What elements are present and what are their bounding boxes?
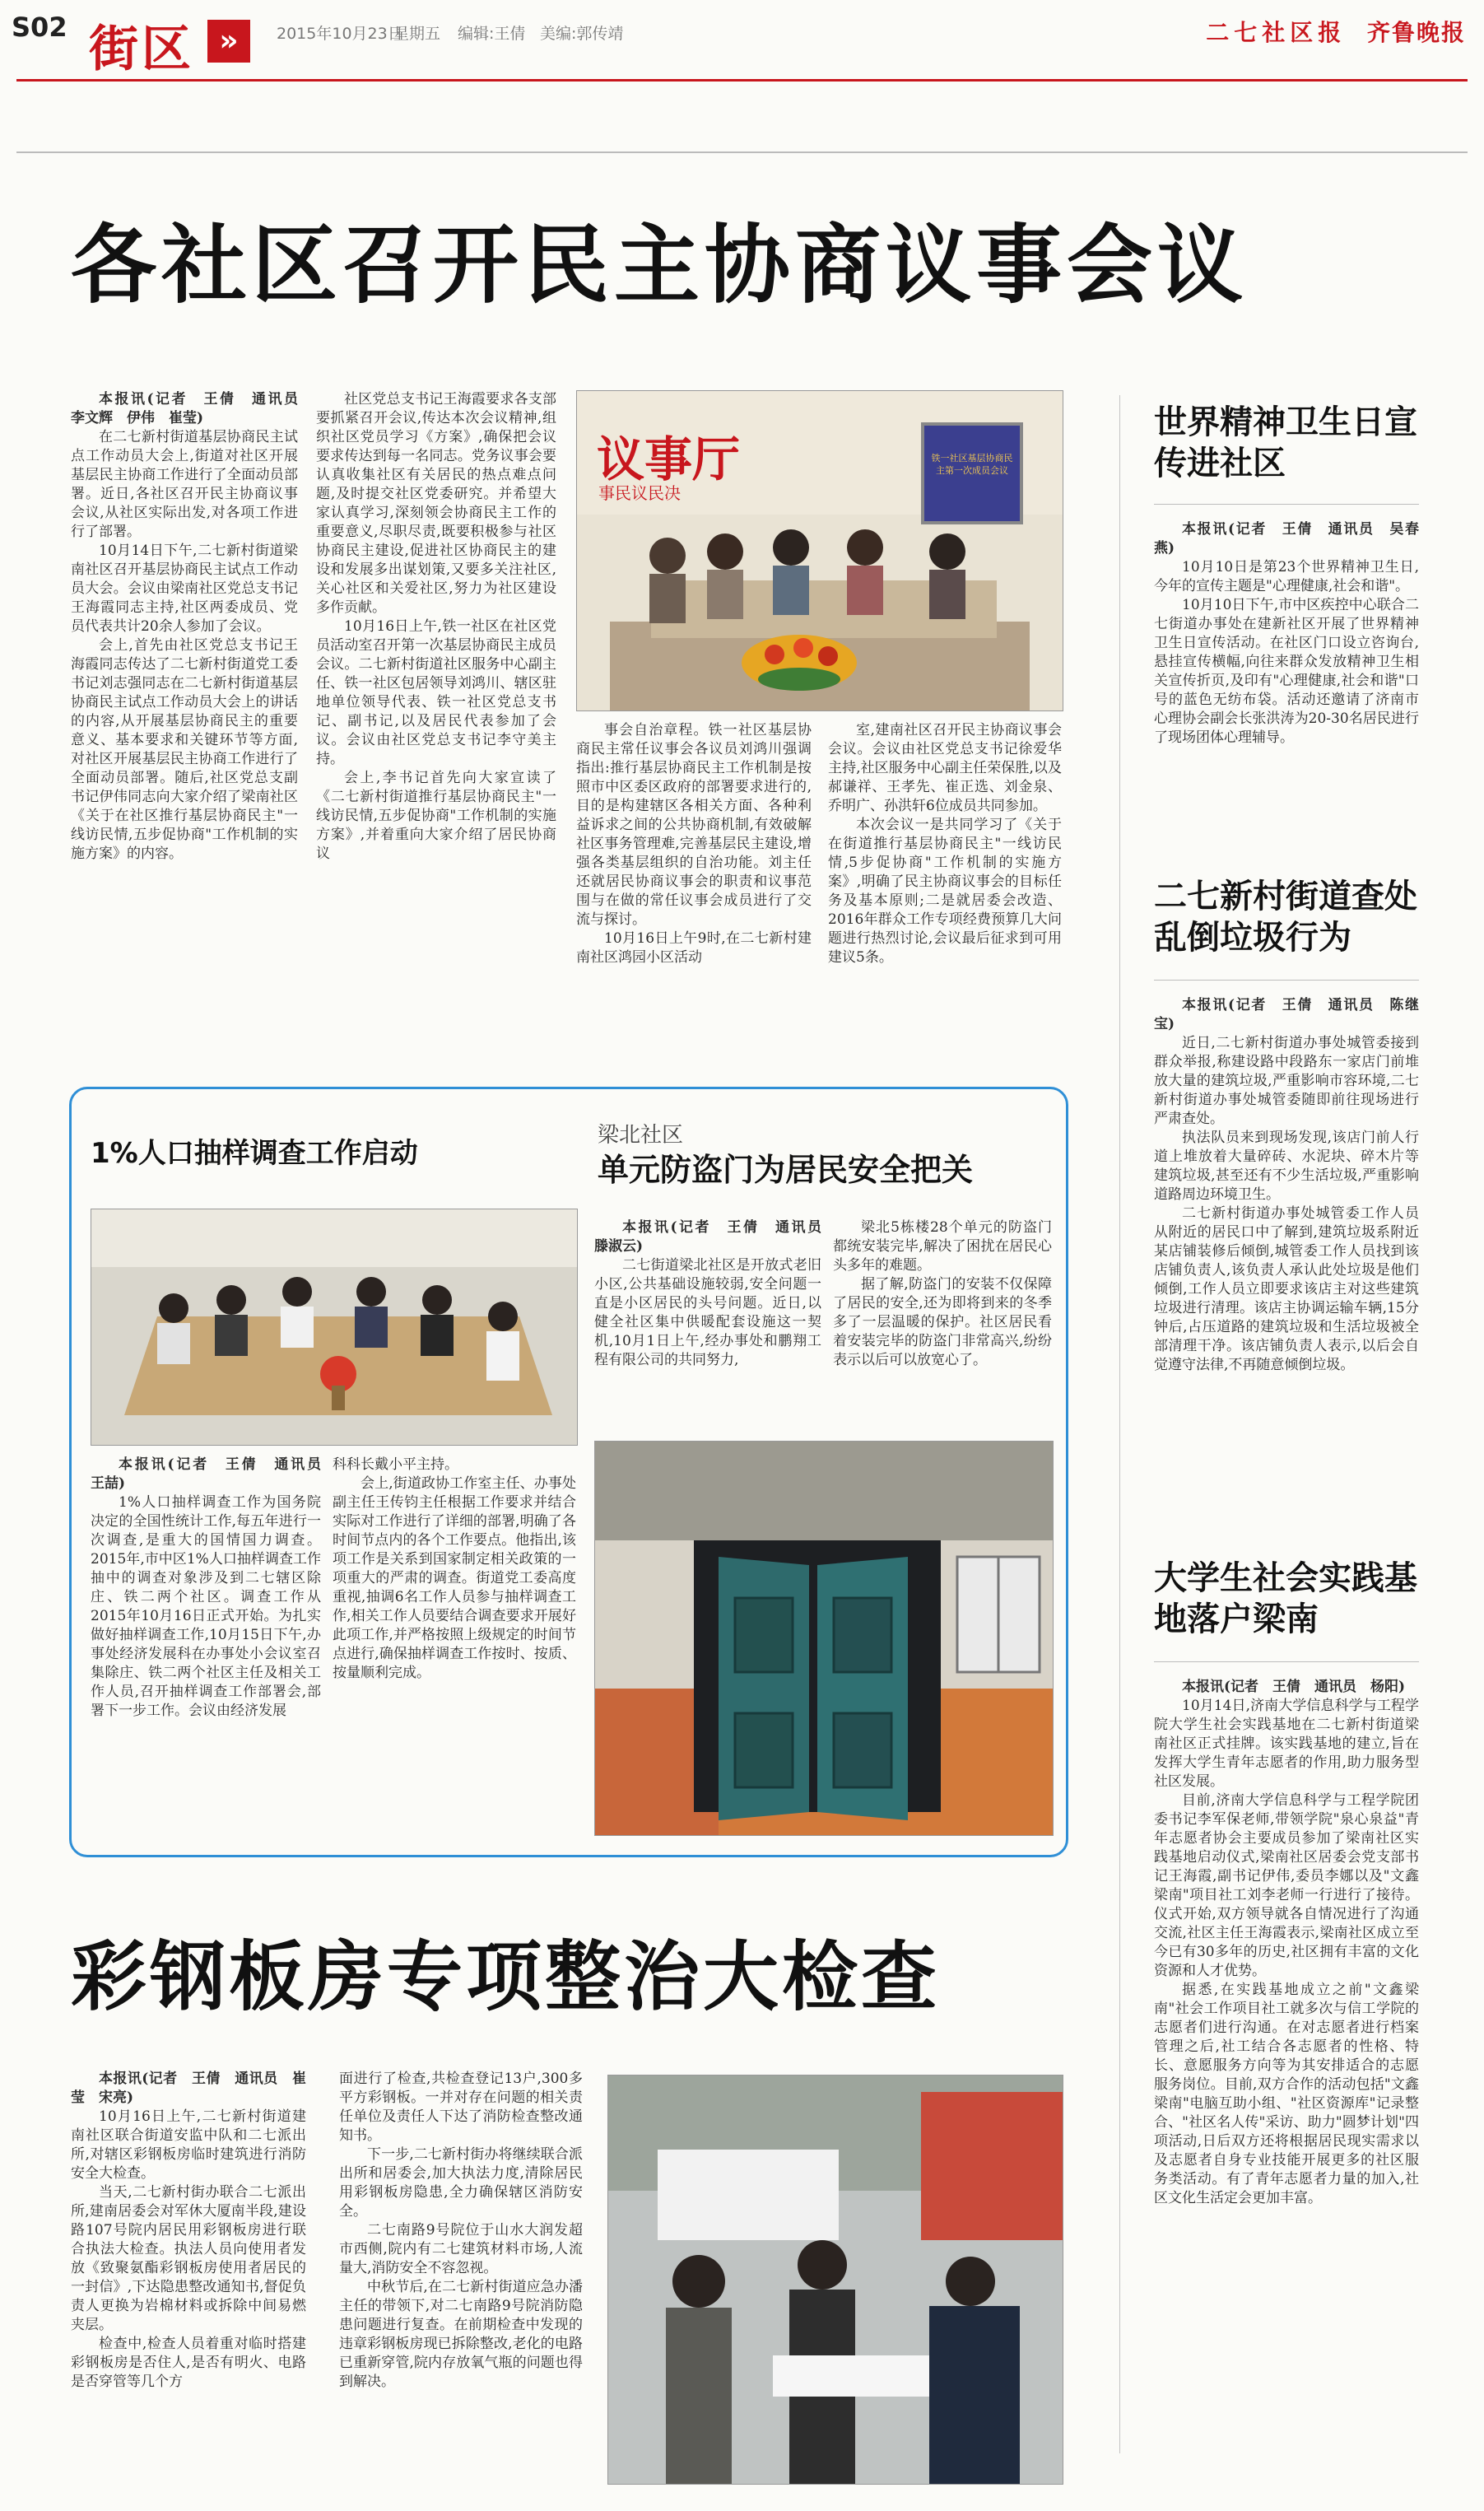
- security-door-column-2: [833, 1218, 1052, 1434]
- right-story-2-headline: 二七新村街道查处乱倒垃圾行为: [1154, 878, 1417, 957]
- bottom-paragraph: 下一步,二七新村街办将继续联合派出所和居委会,加大执法力度,清除居民用彩钢板房隐患,全力确保辖区消防安全。: [339, 2146, 583, 2220]
- right-story-paragraph: 10月10日是第23个世界精神卫生日,今年的宣传主题是"心理健康,社会和谐"。: [1154, 559, 1419, 594]
- masthead: [1206, 15, 1466, 48]
- census-paragraph: 科科长戴小平主持。: [333, 1456, 458, 1473]
- editor-credit: 编辑:王倩: [458, 25, 526, 43]
- page-number: S02: [12, 12, 67, 43]
- right-story-1-body: [1154, 520, 1419, 841]
- headline-rule: [1154, 504, 1419, 505]
- lead-paragraph: 10月16日上午9时,在二七新村建南社区鸿园小区活动: [576, 930, 812, 966]
- security-door-paragraph: 二七街道梁北社区是开放式老旧小区,公共基础设施较弱,安全问题一直是小区居民的头号问题。近日,以健全社区集中供暖配套设施这一契机,10月1日上午,经办事处和鹏翔工程有限公司的共同努力,: [594, 1257, 821, 1368]
- lead-column-2: [316, 390, 556, 1064]
- right-story-1-byline: 本报讯(记者 王倩 通讯员 吴春燕): [1154, 521, 1419, 557]
- lead-column-4: [828, 721, 1062, 1064]
- headline-rule: [1154, 1661, 1419, 1662]
- census-column-2: [333, 1456, 576, 1834]
- lead-photo-meeting: [576, 390, 1063, 711]
- column-divider: [1119, 395, 1120, 2453]
- right-story-paragraph: 10月14日,济南大学信息科学与工程学院大学生社会实践基地在二七新村街道梁南社区正式挂牌。该实践基地的建立,旨在发挥大学生青年志愿者的作用,助力服务型社区发展。: [1154, 1698, 1419, 1790]
- census-byline: 本报讯(记者 王倩 通讯员 王喆): [91, 1456, 335, 1492]
- section-name: 街区: [89, 21, 194, 78]
- bottom-paragraph: 当天,二七新村街办联合二七派出所,建南居委会对军休大厦南半段,建设路107号院内居民用彩钢板房进行联合执法大检查。执法人员向使用者发放《致聚氨酯彩钢板房使用者居民的一封信》,下达隐患整改通知书,督促负责人更换为岩棉材料或拆除中间易燃夹层。: [71, 2184, 306, 2333]
- bottom-paragraph: 10月16日上午,二七新村街道建南社区联合街道安监中队和二七派出所,对辖区彩钢板房临时建筑进行消防安全大检查。: [71, 2108, 306, 2182]
- right-story-3-headline: 大学生社会实践基地落户梁南: [1154, 1559, 1417, 1638]
- right-story-paragraph: 近日,二七新村街道办事处城管委接到群众举报,称建设路中段路东一家店门前堆放大量的建筑垃圾,严重影响市容环境,二七新村街道办事处城管委随即前往现场进行严肃查处。: [1154, 1035, 1419, 1127]
- bottom-column-2: [339, 2070, 583, 2481]
- security-door-photo: [594, 1441, 1054, 1836]
- inspection-photo: [607, 2075, 1063, 2485]
- census-paragraph: 会上,街道政协工作室主任、办事处副主任王传钧主任根据工作要求并结合实际对工作进行了详细的部署,明确了各时间节点内的各个工作要点。他指出,该项工作是关系到国家制定相关政策的一项重大的严肃的调查。街道党工委高度重视,抽调6名工作人员参与抽样调查工作,相关工作人员要结合调查要求开展好此项工作,并严格按照上级规定的时间节点进行,确保抽样调查工作按时、按质、按量顺利完成。: [333, 1475, 576, 1681]
- bottom-paragraph: 二七南路9号院位于山水大润发超市西侧,院内有二七建筑材料市场,人流量大,消防安全不容忽视。: [339, 2222, 583, 2276]
- right-story-2-body: [1154, 996, 1419, 1518]
- lead-paragraph: 事会自治章程。铁一社区基层协商民主常任议事会各议员刘鸿川强调指出:推行基层协商民主工作机制是按照市中区委区政府的部署要求进行的,目的是构建辖区各相关方面、各种利益诉求之间的公共协商机制,有效破解社区事务管理难,完善基层民主建设,增强各类基层组织的自治功能。刘主任还就居民协商议事会的职责和议事范围与在做的常任议事会成员进行了交流与探讨。: [576, 722, 812, 928]
- lead-column-3: [576, 721, 812, 1064]
- bottom-paragraph: 检查中,检查人员着重对临时搭建彩钢板房是否住人,是否有明火、电路是否穿管等几个方: [71, 2336, 306, 2390]
- lead-paragraph: 会上,首先由社区党总支书记王海霞同志传达了二七新村街道党工委书记刘志强同志在二七新村街道基层协商民主试点工作动员大会上的讲话的内容,从开展基层协商民主的重要意义、基本要求和关键环节等方面,对社区开展基层民主协商工作进行了全面动员部署。随后,社区党总支副书记伊伟同志向大家介绍了梁南社区《关于在社区推行基层协商民主"一线访民情,五步促协商"工作机制的实施方案》的内容。: [71, 637, 298, 862]
- census-column-1: [91, 1456, 335, 1834]
- bottom-column-1: [71, 2070, 306, 2481]
- security-door-illustration: [595, 1442, 1053, 1835]
- right-story-paragraph: 10月10日下午,市中区疾控中心联合二七街道办事处在建新社区开展了世界精神卫生日宣传活动。在社区门口设立咨询台,悬挂宣传横幅,向往来群众发放精神卫生相关宣传折页,及印有"心理健康,社会和谐"口号的蓝色无纺布袋。活动还邀请了济南市心理协会副会长张洪涛为20-30名居民进行了现场团体心理辅导。: [1154, 597, 1419, 746]
- right-story-paragraph: 执法队员来到现场发现,该店门前人行道上堆放着大量碎砖、水泥块、碎木片等建筑垃圾,甚至还有不少生活垃圾,严重影响道路周边环境卫生。: [1154, 1130, 1419, 1203]
- security-door-column-1: [594, 1218, 835, 1434]
- right-story-paragraph: 据悉,在实践基地成立之前"文鑫梁南"社会工作项目社工就多次与信工学院的志愿者们进行沟通。在对志愿者进行档案管理之后,社工结合各志愿者的性格、特长、意愿服务方向等为其安排适合的志愿服务岗位。目前,双方合作的活动包括"文鑫梁南"电脑互助小组、"社区资源库"记录整合、"社区名人传"采访、助力"圆梦计划"四项活动,日后双方还将根据居民现实需求以及志愿者自身专业技能开展更多的社区服务类活动。有了青年志愿者力量的加入,社区文化生活定会更加丰富。: [1154, 1982, 1419, 2206]
- lead-paragraph: 室,建南社区召开民主协商议事会会议。会议由社区党总支书记徐爱华主持,社区服务中心副主任荣保胜,以及郝谦祥、王孝先、崔正选、刘金泉、乔明广、孙洪轩6位成员共同参加。: [828, 722, 1062, 814]
- photo-banner-text: 议事厅: [597, 431, 741, 487]
- paper-logo: 齐鲁晚报: [1366, 19, 1466, 46]
- lead-paragraph: 会上,李书记首先向大家宣读了《二七新村街道推行基层协商民主"一线访民情,五步促协商"工作机制的实施方案》,并着重向大家介绍了居民协商议: [316, 770, 556, 862]
- bottom-paragraph: 面进行了检查,共检查登记13户,300多平方彩钢板。一并对存在问题的相关责任单位及责任人下达了消防检查整改通知书。: [339, 2071, 583, 2144]
- header-rule: [16, 79, 1468, 82]
- projection-screen-text: 铁一社区基层协商民主第一次成员会议: [931, 453, 1013, 476]
- bottom-byline: 本报讯(记者 王倩 通讯员 崔莹 宋亮): [71, 2071, 306, 2106]
- paper-name: 二七社区报: [1206, 19, 1347, 46]
- right-story-3-byline: 本报讯(记者 王倩 通讯员 杨阳): [1182, 1679, 1406, 1695]
- header-rule-secondary: [16, 151, 1468, 153]
- lead-paragraph: 10月16日上午,铁一社区在社区党员活动室召开第一次基层协商民主成员会议。二七新村街道社区服务中心副主任、铁一社区包居领导刘鸿川、辖区驻地单位领导代表、铁一社区党总支书记、副书记,以及居民代表参加了会议。会议由社区党总支书记李守美主持。: [316, 618, 556, 767]
- inspection-illustration: [608, 2075, 1063, 2484]
- census-meeting-illustration: [91, 1209, 577, 1445]
- section-arrow-icon: »: [207, 20, 250, 63]
- security-door-kicker: 梁北社区: [598, 1123, 684, 1148]
- right-story-paragraph: 二七新村街道办事处城管委工作人员从附近的居民口中了解到,建筑垃圾系附近某店铺装修后倾倒,城管委工作人员找到该店铺负责人,该负责人承认此处垃圾是他们倾倒,工作人员立即要求该店主对这些建筑垃圾进行清理。该店主协调运输车辆,15分钟后,占压道路的建筑垃圾和生活垃圾被全部清理干净。该店铺负责人表示,以后会自觉遵守法律,不再随意倾倒垃圾。: [1154, 1205, 1419, 1373]
- headline-rule: [1154, 980, 1419, 981]
- lead-paragraph: 在二七新村街道基层协商民主试点工作动员大会上,街道对社区开展基层民主协商工作进行了全面动员部署。近日,各社区召开民主协商议事会议,从社区实际出发,对各项工作进行了部署。: [71, 429, 298, 540]
- security-door-paragraph: 据了解,防盗门的安装不仅保障了居民的安全,还为即将到来的冬季多了一层温暖的保护。社区居民看着安装完毕的防盗门非常高兴,纷纷表示以后可以放宽心了。: [833, 1276, 1052, 1368]
- lead-byline: 本报讯(记者 王倩 通讯员 李文辉 伊伟 崔莹): [71, 391, 312, 426]
- census-headline: 1%人口抽样调查工作启动: [91, 1137, 418, 1170]
- issue-weekday: 星期五: [393, 25, 441, 43]
- right-story-paragraph: 目前,济南大学信息科学与工程学院团委书记李军保老师,带领学院"泉心泉益"青年志愿者协会主要成员参加了梁南社区实践基地启动仪式,梁南社区居委会党支部书记王海霞,副书记伊伟,委员李娜以及"文鑫梁南"项目社工刘李老师一行进行了接待。仪式开始,双方领导就各自情况进行了沟通交流,社区主任王海霞表示,梁南社区成立至今已有30多年的历史,社区拥有丰富的文化资源和人才优势。: [1154, 1792, 1419, 1979]
- issue-date: 2015年10月23日: [277, 25, 403, 43]
- right-story-2-byline: 本报讯(记者 王倩 通讯员 陈继宝): [1154, 997, 1419, 1032]
- bottom-paragraph: 中秋节后,在二七新村街道应急办潘主任的带领下,对二七南路9号院消防隐患问题进行复查。在前期检查中发现的违章彩钢板房现已拆除整改,老化的电路已重新穿管,院内存放氧气瓶的问题也得到解决。: [339, 2279, 583, 2390]
- census-meeting-photo: [91, 1209, 578, 1446]
- lead-column-1: [71, 390, 312, 1064]
- lead-paragraph: 本次会议一是共同学习了《关于在街道推行基层协商民主"一线访民情,5步促协商"工作机制的实施方案》,明确了民主协商议事会的目标任务及基本原则;二是就居委会改造、2016年群众工作专项经费预算几大问题进行热烈讨论,会议最后征求到可用建议5条。: [828, 817, 1062, 966]
- bottom-headline: 彩钢板房专项整治大检查: [71, 1933, 941, 2021]
- right-story-1-headline: 世界精神卫生日宣传进社区: [1154, 403, 1417, 482]
- lead-paragraph: 社区党总支书记王海霞要求各支部要抓紧召开会议,传达本次会议精神,组织社区党员学习《方案》,确保把会议要求传达到每一名同志。党务议事会要认真收集社区有关居民的热点难点问题,及时提交社区党委研究。并希望大家认真学习,深刻领会协商民主工作的重要意义,尽职尽责,既要积极参与社区协商民主建设,促进社区协商民主的建设和发展多出谋划策,又要多关注社区,关心社区和关爱社区,努力为社区建设多作贡献。: [316, 391, 556, 616]
- security-door-headline: 单元防盗门为居民安全把关: [598, 1152, 974, 1188]
- security-door-byline: 本报讯(记者 王倩 通讯员 滕淑云): [594, 1219, 835, 1255]
- census-paragraph: 1%人口抽样调查工作为国务院决定的全国性统计工作,每五年进行一次调查,是重大的国情国力调查。2015年,市中区1%人口抽样调查工作抽中的调查对象涉及到二七辖区除庄、铁二两个社区。调查工作从2015年10月16日正式开始。为扎实做好抽样调查工作,10月15日下午,办事处经济发展科在办事处小会议室召集除庄、铁二两个社区主任及相关工作人员,召开抽样调查工作部署会,部署下一步工作。会议由经济发展: [91, 1494, 321, 1719]
- designer-credit: 美编:郭传靖: [540, 25, 624, 43]
- lead-headline: 各社区召开民主协商议事会议: [71, 215, 1249, 315]
- lead-paragraph: 10月14日下午,二七新村街道梁南社区召开基层协商民主试点工作动员大会。会议由梁南社区党总支书记王海霞同志主持,社区两委成员、党员代表共计20余人参加了会议。: [71, 543, 298, 635]
- photo-banner-subtext: 事民议民决: [598, 483, 681, 503]
- security-door-paragraph: 梁北5栋楼28个单元的防盗门都统安装完毕,解决了困扰在居民心头多年的难题。: [833, 1219, 1052, 1274]
- right-story-3-body: [1154, 1678, 1419, 2470]
